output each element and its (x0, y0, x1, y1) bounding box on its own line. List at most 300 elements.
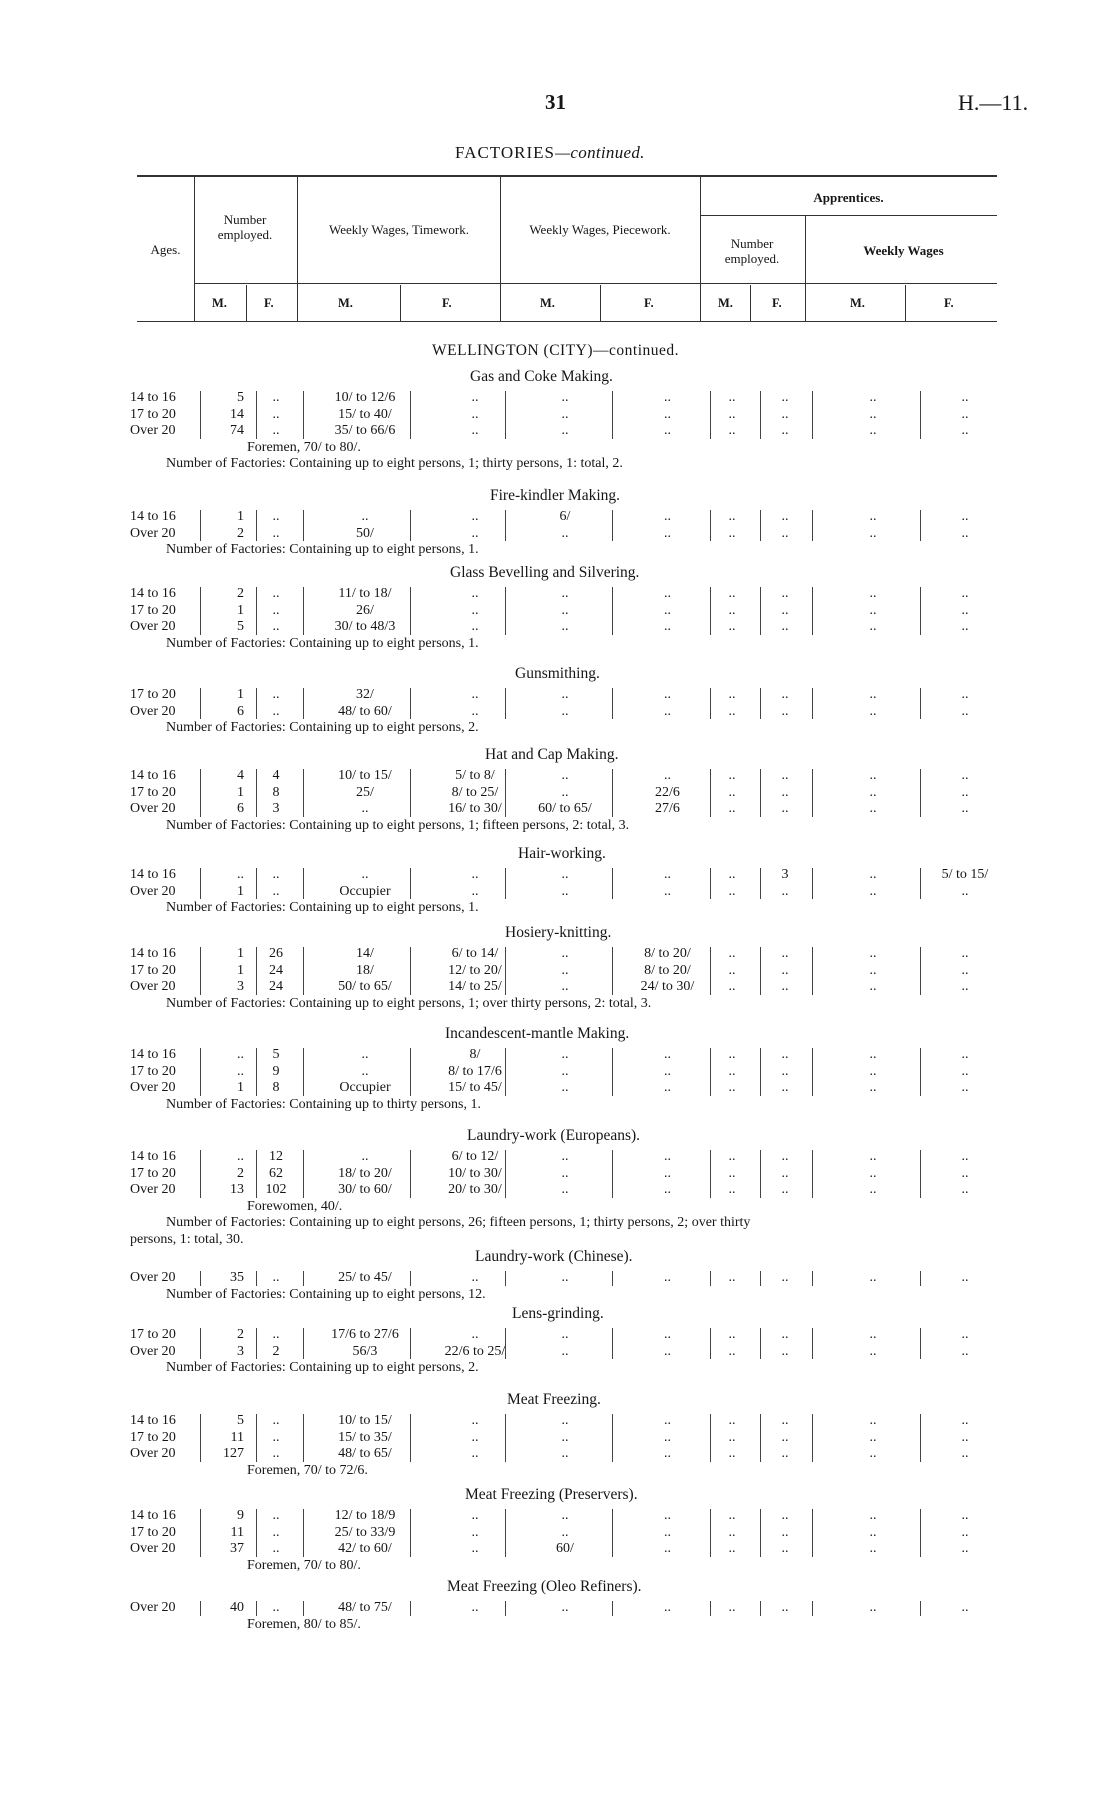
cell-apprentice-wage-male: .. (869, 509, 877, 524)
column-separator (812, 769, 813, 817)
cell-apprentice-wage-female: .. (961, 1524, 969, 1540)
cell-timework-female: 16/ to 30/ (448, 801, 502, 816)
cell-timework-female: 6/ to 14/ (451, 946, 499, 961)
subheader-rule (195, 283, 997, 284)
cell-apprentice-male: .. (728, 1080, 736, 1095)
cell-female-employed: .. (272, 1508, 280, 1523)
cell-piecework-male: .. (561, 1524, 569, 1540)
foremen-note: Forewomen, 40/. (247, 1198, 343, 1214)
cell-female-employed: .. (272, 1429, 280, 1445)
cell-age: Over 20 (130, 883, 176, 899)
column-separator (812, 868, 813, 899)
cell-male-employed: 1 (237, 1080, 244, 1095)
cell-piecework-female: 27/6 (655, 801, 680, 816)
cell-apprentice-wage-female: .. (961, 602, 969, 618)
cell-male-employed: 127 (223, 1446, 244, 1461)
cell-piecework-female: .. (664, 509, 671, 524)
cell-apprentice-wage-female: .. (961, 1541, 969, 1556)
column-separator (505, 391, 506, 439)
cell-apprentice-wage-female: .. (961, 406, 969, 422)
column-separator (410, 947, 411, 995)
cell-apprentice-wage-female: .. (961, 1429, 969, 1445)
cell-male-employed: 4 (237, 768, 244, 783)
column-separator (303, 1328, 304, 1359)
cell-female-employed: .. (272, 525, 280, 541)
cell-piecework-female: .. (664, 1165, 671, 1181)
cell-piecework-male: .. (561, 1182, 569, 1197)
column-separator (612, 688, 613, 719)
column-separator (760, 587, 761, 635)
cell-apprentice-male: .. (728, 602, 736, 618)
column-separator (303, 1509, 304, 1557)
cell-female-employed: .. (272, 509, 280, 524)
column-separator (256, 769, 257, 817)
cell-female-employed: 12 (269, 1149, 283, 1164)
cell-apprentice-male: .. (728, 1508, 736, 1523)
cell-female-employed: .. (272, 1524, 280, 1540)
table-row (0, 526, 1114, 543)
column-separator (612, 1328, 613, 1359)
table-row (0, 1446, 1114, 1463)
column-separator (760, 868, 761, 899)
column-separator (303, 1048, 304, 1096)
cell-apprentice-wage-male: .. (869, 1182, 877, 1197)
cell-age: 17 to 20 (130, 1063, 176, 1079)
foremen-note: Foremen, 70/ to 72/6. (247, 1462, 368, 1478)
column-separator (710, 1601, 711, 1616)
cell-age: Over 20 (130, 525, 176, 541)
cell-timework-male: 10/ to 15/ (338, 768, 392, 783)
table-row (0, 407, 1114, 424)
column-separator (812, 1271, 813, 1286)
cell-apprentice-wage-male: .. (869, 1541, 877, 1556)
column-separator (410, 1414, 411, 1462)
cell-timework-female: .. (471, 883, 479, 899)
cell-piecework-male: .. (561, 703, 569, 719)
cell-age: Over 20 (130, 1541, 176, 1556)
section-title: Lens-grinding. (512, 1305, 604, 1322)
cell-timework-female: .. (471, 1524, 479, 1540)
column-separator (410, 688, 411, 719)
cell-apprentice-female: .. (781, 768, 789, 783)
cell-apprentice-wage-male: .. (869, 1524, 877, 1540)
cell-age: 14 to 16 (130, 1413, 176, 1428)
cell-timework-male: .. (361, 509, 369, 524)
column-separator (710, 868, 711, 899)
cell-age: 14 to 16 (130, 867, 176, 882)
table-row (0, 586, 1114, 603)
header-divider (297, 176, 298, 321)
factories-note: Number of Factories: Containing up to thirty persons, 1. (166, 1096, 481, 1112)
column-separator (303, 510, 304, 541)
table-row (0, 1182, 1114, 1199)
table-row (0, 768, 1114, 785)
cell-apprentice-wage-male: .. (869, 687, 877, 702)
table-row (0, 603, 1114, 620)
cell-timework-female: .. (471, 1327, 479, 1342)
cell-apprentice-female: .. (781, 1600, 789, 1615)
table-row (0, 1080, 1114, 1097)
column-separator (303, 391, 304, 439)
sub-f: F. (944, 296, 954, 310)
column-separator (410, 1150, 411, 1198)
cell-apprentice-male: .. (728, 1600, 736, 1615)
cell-timework-female: 15/ to 45/ (448, 1080, 502, 1095)
cell-female-employed: .. (272, 883, 280, 899)
sub-f: F. (644, 296, 654, 310)
cell-apprentice-wage-male: .. (869, 1080, 877, 1095)
cell-piecework-female: .. (664, 703, 671, 719)
table-row (0, 1064, 1114, 1081)
column-separator (505, 1048, 506, 1096)
table-row (0, 1327, 1114, 1344)
section-title: Meat Freezing (Preservers). (465, 1486, 638, 1503)
cell-timework-male: 50/ (356, 525, 374, 541)
column-separator (760, 1271, 761, 1286)
section-title: Hair-working. (518, 845, 606, 862)
cell-apprentice-wage-male: .. (869, 784, 877, 800)
column-separator (612, 1048, 613, 1096)
cell-piecework-female: .. (664, 390, 671, 405)
cell-male-employed: 6 (237, 801, 244, 816)
section-title: Laundry-work (Chinese). (475, 1248, 633, 1265)
column-separator (410, 391, 411, 439)
cell-male-employed: 11 (230, 1524, 244, 1540)
cell-age: Over 20 (130, 703, 176, 719)
factories-note: Number of Factories: Containing up to eight persons, 2. (166, 720, 479, 735)
cell-apprentice-female: .. (781, 586, 789, 601)
column-separator (710, 1509, 711, 1557)
cell-male-employed: 2 (237, 586, 244, 601)
cell-timework-female: .. (471, 406, 479, 422)
cell-apprentice-female: .. (781, 703, 789, 719)
cell-apprentice-male: .. (728, 979, 736, 994)
cell-male-employed: .. (237, 1149, 244, 1164)
cell-apprentice-wage-female: .. (961, 509, 969, 524)
cell-age: 17 to 20 (130, 1429, 176, 1445)
column-separator (200, 587, 201, 635)
column-separator (920, 1328, 921, 1359)
cell-piecework-male: .. (561, 1270, 569, 1285)
cell-piecework-female: .. (664, 1343, 671, 1359)
cell-timework-female: 5/ to 8/ (455, 768, 495, 783)
cell-apprentice-wage-female: .. (961, 1446, 969, 1461)
column-separator (612, 587, 613, 635)
cell-male-employed: 13 (230, 1182, 244, 1197)
table-row (0, 704, 1114, 721)
cell-apprentice-male: .. (728, 687, 736, 702)
cell-timework-female: .. (471, 1413, 479, 1428)
cell-timework-female: 14/ to 25/ (448, 979, 502, 994)
column-separator (710, 947, 711, 995)
cell-piecework-female: .. (664, 883, 671, 899)
header-divider (600, 285, 601, 321)
cell-piecework-male: .. (561, 1429, 569, 1445)
cell-apprentice-wage-female: .. (961, 1165, 969, 1181)
column-separator (710, 688, 711, 719)
cell-apprentice-female: .. (781, 1413, 789, 1428)
cell-apprentice-female: .. (781, 687, 789, 702)
cell-piecework-male: .. (561, 1080, 569, 1095)
cell-timework-female: .. (471, 867, 479, 882)
column-separator (612, 1509, 613, 1557)
cell-timework-female: .. (471, 1541, 479, 1556)
column-separator (920, 1048, 921, 1096)
cell-apprentice-female: .. (781, 390, 789, 405)
cell-apprentice-male: .. (728, 525, 736, 541)
cell-piecework-female: .. (664, 1327, 671, 1342)
cell-apprentice-male: .. (728, 1063, 736, 1079)
column-separator (303, 1150, 304, 1198)
cell-apprentice-female: .. (781, 946, 789, 961)
cell-male-employed: .. (237, 867, 244, 882)
cell-age: 17 to 20 (130, 784, 176, 800)
cell-male-employed: 5 (237, 390, 244, 405)
column-separator (256, 868, 257, 899)
column-separator (505, 947, 506, 995)
cell-apprentice-wage-female: .. (961, 784, 969, 800)
cell-piecework-male: .. (561, 586, 569, 601)
cell-timework-male: Occupier (339, 883, 391, 899)
cell-timework-male: 10/ to 12/6 (334, 390, 396, 405)
cell-age: 14 to 16 (130, 946, 176, 961)
column-separator (760, 947, 761, 995)
cell-age: Over 20 (130, 1270, 176, 1285)
cell-piecework-female: 8/ to 20/ (644, 946, 691, 961)
column-separator (256, 1414, 257, 1462)
column-separator (200, 1328, 201, 1359)
cell-age: Over 20 (130, 979, 176, 994)
cell-apprentice-wage-female: .. (961, 586, 969, 601)
column-separator (410, 868, 411, 899)
cell-timework-male: 48/ to 60/ (338, 703, 392, 719)
cell-female-employed: .. (272, 703, 280, 719)
sub-m: M. (212, 296, 227, 310)
cell-piecework-male: .. (561, 1149, 569, 1164)
cell-apprentice-wage-male: .. (869, 1270, 877, 1285)
cell-male-employed: 5 (237, 619, 244, 634)
cell-piecework-female: .. (664, 1413, 671, 1428)
section-title: Meat Freezing. (507, 1391, 601, 1408)
cell-apprentice-female: .. (781, 1149, 789, 1164)
city-heading: WELLINGTON (CITY)—continued. (432, 342, 680, 359)
column-separator (256, 1048, 257, 1096)
cell-piecework-male: .. (561, 784, 569, 800)
cell-apprentice-male: .. (728, 1149, 736, 1164)
cell-timework-male: 25/ to 45/ (338, 1270, 392, 1285)
cell-age: 14 to 16 (130, 1508, 176, 1523)
column-separator (200, 769, 201, 817)
cell-apprentice-male: .. (728, 1182, 736, 1197)
header-apprentice-number: Number employed. (724, 236, 780, 266)
cell-female-employed: .. (272, 586, 280, 601)
cell-timework-female: .. (471, 1446, 479, 1461)
cell-apprentice-wage-male: .. (869, 1327, 877, 1342)
column-separator (812, 587, 813, 635)
cell-apprentice-male: .. (728, 946, 736, 961)
column-separator (303, 1271, 304, 1286)
cell-age: 17 to 20 (130, 406, 176, 422)
cell-piecework-female: .. (664, 1429, 671, 1445)
cell-male-employed: 1 (237, 962, 244, 978)
cell-apprentice-wage-male: .. (869, 1165, 877, 1181)
column-separator (410, 1271, 411, 1286)
cell-apprentice-wage-female: .. (961, 979, 969, 994)
cell-timework-male: .. (361, 801, 369, 816)
cell-piecework-female: 22/6 (655, 784, 680, 800)
column-separator (505, 868, 506, 899)
cell-apprentice-wage-female: .. (961, 883, 969, 899)
cell-piecework-female: .. (664, 1149, 671, 1164)
column-separator (812, 391, 813, 439)
cell-apprentice-female: 3 (781, 867, 789, 882)
cell-apprentice-male: .. (728, 1429, 736, 1445)
column-separator (612, 391, 613, 439)
column-separator (505, 587, 506, 635)
table-row (0, 1525, 1114, 1542)
cell-timework-male: .. (361, 1047, 369, 1062)
column-separator (410, 1048, 411, 1096)
cell-female-employed: 4 (272, 768, 280, 783)
cell-apprentice-male: .. (728, 1446, 736, 1461)
column-separator (410, 1601, 411, 1616)
cell-apprentice-male: .. (728, 1327, 736, 1342)
cell-apprentice-wage-female: .. (961, 619, 969, 634)
cell-female-employed: .. (272, 1413, 280, 1428)
cell-apprentice-wage-female: .. (961, 1063, 969, 1079)
cell-female-employed: .. (272, 423, 280, 438)
cell-piecework-male: .. (561, 1047, 569, 1062)
cell-timework-male: 30/ to 48/3 (334, 619, 396, 634)
column-separator (505, 688, 506, 719)
column-separator (760, 769, 761, 817)
cell-apprentice-female: .. (781, 619, 789, 634)
header-weekly-timework: Weekly Wages, Timework. (329, 222, 469, 237)
column-separator (812, 1150, 813, 1198)
column-separator (410, 1509, 411, 1557)
column-separator (710, 1271, 711, 1286)
cell-timework-male: 48/ to 75/ (338, 1600, 392, 1615)
cell-timework-male: 17/6 to 27/6 (331, 1327, 399, 1342)
cell-apprentice-female: .. (781, 1063, 789, 1079)
cell-piecework-female: .. (664, 1182, 671, 1197)
cell-female-employed: .. (272, 619, 280, 634)
header-divider (905, 285, 906, 321)
header-divider (500, 176, 501, 321)
cell-piecework-male: 60/ (556, 1541, 574, 1556)
table-row (0, 1344, 1114, 1361)
apprentices-rule (700, 215, 997, 216)
table-row (0, 785, 1114, 802)
cell-male-employed: .. (237, 1047, 244, 1062)
cell-male-employed: 2 (237, 1327, 244, 1342)
column-separator (505, 1150, 506, 1198)
foremen-note: Foremen, 70/ to 80/. (247, 1557, 361, 1573)
cell-apprentice-male: .. (728, 1165, 736, 1181)
sub-f: F. (772, 296, 782, 310)
cell-female-employed: .. (272, 406, 280, 422)
cell-apprentice-wage-male: .. (869, 1508, 877, 1523)
cell-male-employed: 2 (237, 1165, 244, 1181)
cell-timework-female: 20/ to 30/ (448, 1182, 502, 1197)
cell-apprentice-female: .. (781, 801, 789, 816)
cell-piecework-female: .. (664, 1270, 671, 1285)
column-separator (410, 510, 411, 541)
cell-male-employed: 5 (237, 1413, 244, 1428)
cell-male-employed: .. (237, 1063, 244, 1079)
column-separator (256, 688, 257, 719)
cell-piecework-male: 60/ to 65/ (538, 801, 592, 816)
cell-apprentice-wage-male: .. (869, 1149, 877, 1164)
cell-apprentice-wage-male: .. (869, 525, 877, 541)
column-separator (920, 1601, 921, 1616)
cell-piecework-female: 8/ to 20/ (644, 962, 691, 978)
cell-male-employed: 6 (237, 703, 244, 719)
cell-female-employed: .. (272, 867, 280, 882)
cell-timework-female: .. (471, 687, 479, 702)
cell-apprentice-female: .. (781, 1508, 789, 1523)
column-separator (612, 868, 613, 899)
cell-piecework-male: .. (561, 1343, 569, 1359)
cell-timework-female: 8/ to 25/ (451, 784, 499, 800)
column-separator (710, 587, 711, 635)
cell-timework-female: 22/6 to 25/ (444, 1343, 506, 1359)
cell-timework-female: .. (471, 1270, 479, 1285)
column-separator (812, 947, 813, 995)
factories-note: Number of Factories: Containing up to eight persons, 1. (166, 542, 479, 557)
cell-timework-female: 12/ to 20/ (448, 962, 502, 978)
cell-age: Over 20 (130, 1182, 176, 1197)
cell-timework-male: 48/ to 65/ (338, 1446, 392, 1461)
cell-apprentice-wage-male: .. (869, 1413, 877, 1428)
table-row (0, 1600, 1114, 1617)
cell-apprentice-wage-female: .. (961, 768, 969, 783)
column-separator (710, 391, 711, 439)
cell-apprentice-wage-male: .. (869, 703, 877, 719)
column-separator (256, 587, 257, 635)
column-separator (760, 1509, 761, 1557)
factories-note: Number of Factories: Containing up to eight persons, 1. (166, 635, 479, 651)
cell-piecework-female: .. (664, 1600, 671, 1615)
cell-apprentice-female: .. (781, 525, 789, 541)
cell-age: 14 to 16 (130, 1047, 176, 1062)
column-separator (920, 1271, 921, 1286)
header-divider (246, 285, 247, 321)
cell-apprentice-male: .. (728, 1270, 736, 1285)
cell-timework-male: 11/ to 18/ (338, 586, 392, 601)
cell-timework-male: .. (361, 1063, 369, 1079)
cell-apprentice-female: .. (781, 1270, 789, 1285)
cell-piecework-male: .. (561, 1327, 569, 1342)
column-separator (256, 1150, 257, 1198)
cell-apprentice-wage-female: .. (961, 1413, 969, 1428)
column-separator (760, 688, 761, 719)
cell-female-employed: .. (272, 1541, 280, 1556)
cell-age: Over 20 (130, 1080, 176, 1095)
table-row (0, 1270, 1114, 1287)
cell-timework-male: 26/ (356, 602, 374, 618)
page-title-main: FACTORIES (455, 143, 556, 162)
column-separator (303, 587, 304, 635)
document-code: H.—11. (958, 90, 1029, 115)
column-separator (200, 391, 201, 439)
column-separator (612, 769, 613, 817)
cell-age: Over 20 (130, 423, 176, 438)
cell-male-employed: 14 (230, 406, 244, 422)
cell-male-employed: 40 (230, 1600, 244, 1615)
column-separator (812, 688, 813, 719)
factories-note: Number of Factories: Containing up to eight persons, 1; fifteen persons, 2: total, 3. (166, 817, 630, 833)
